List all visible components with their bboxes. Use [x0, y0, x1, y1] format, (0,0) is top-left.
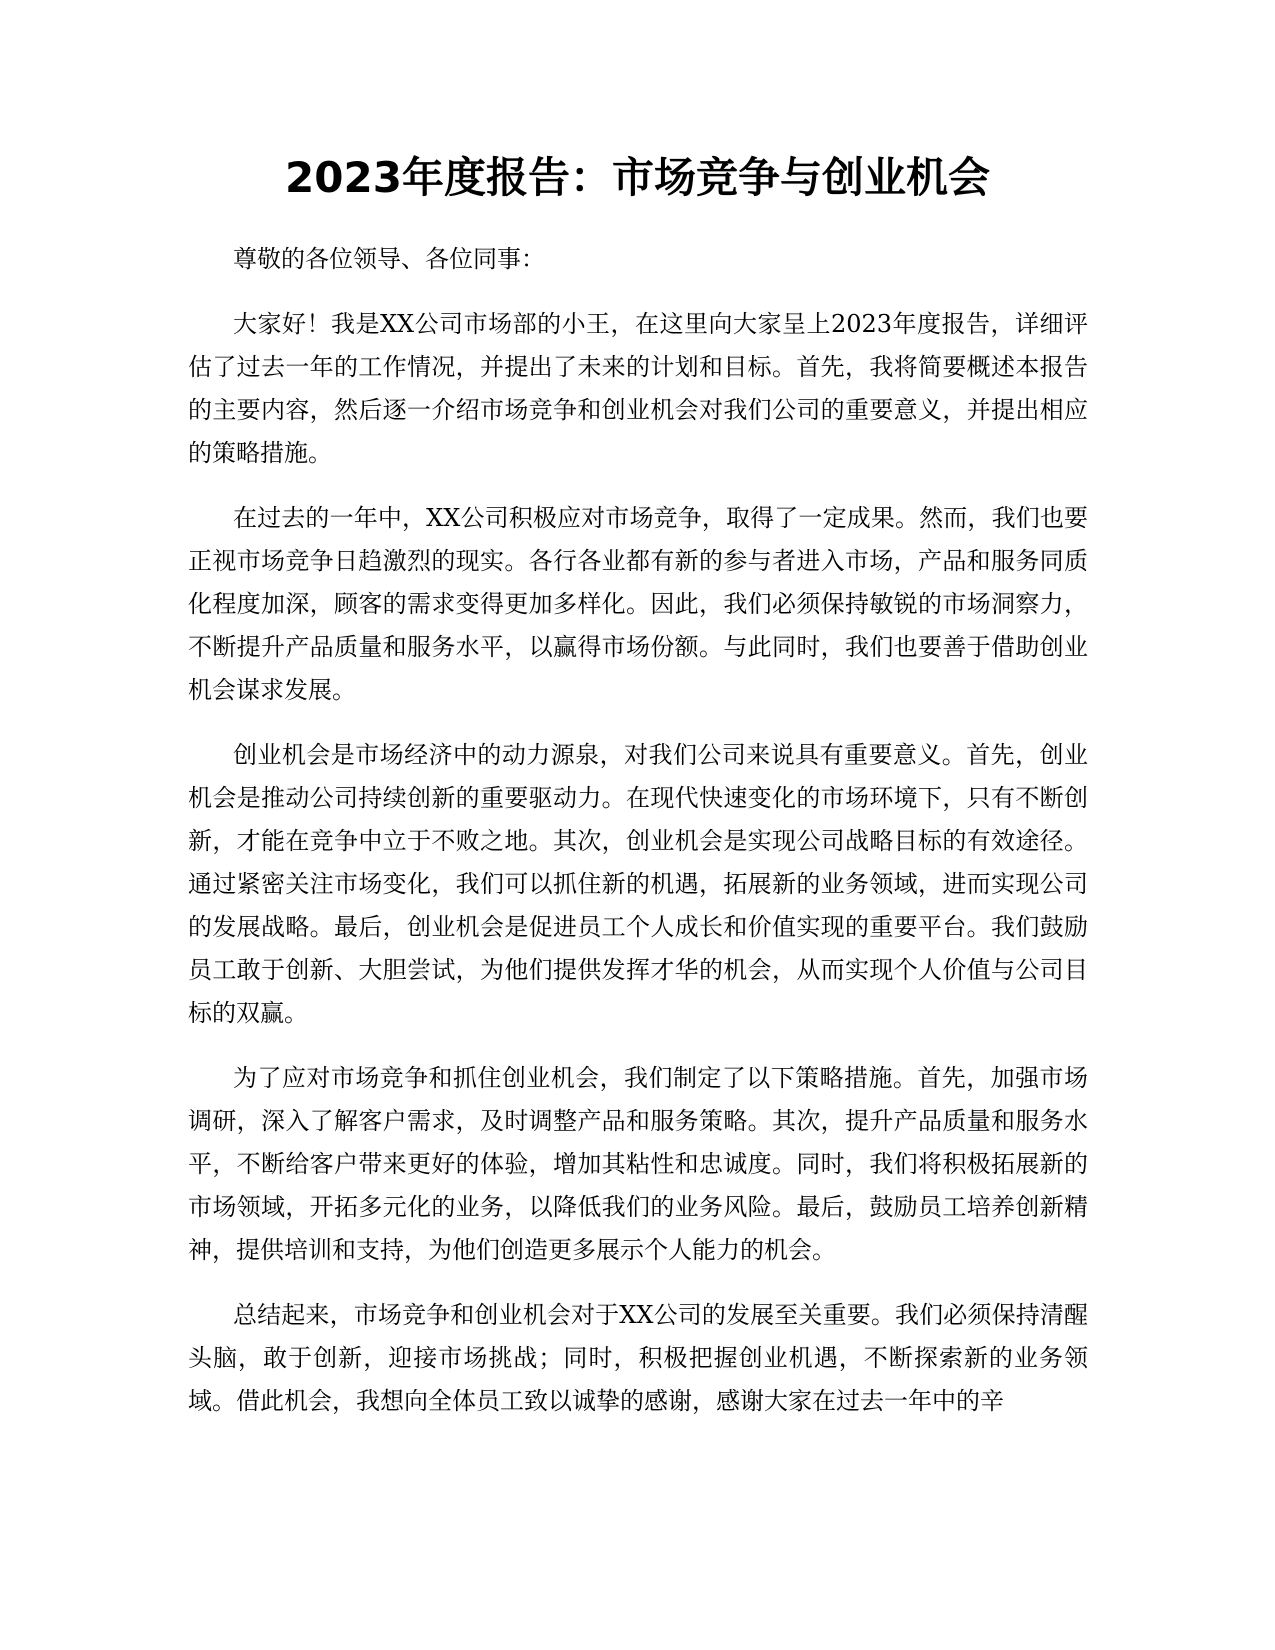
paragraph-startup-opportunity: 创业机会是市场经济中的动力源泉，对我们公司来说具有重要意义。首先，创业机会是推动公司持续创新的重要驱动力。在现代快速变化的市场环境下，只有不断创新，才能在竞争中立于不败之地。其次，创业机会是实现公司战略目标的有效途径。通过紧密关注市场变化，我们可以抓住新的机遇，拓展新的业务领域，进而实现公司的发展战略。最后，创业机会是促进员工个人成长和价值实现的重要平台。我们鼓励员工敢于创新、大胆尝试，为他们提供发挥才华的机会，从而实现个人价值与公司目标的双赢。: [188, 741, 1088, 1027]
paragraph-market-competition: 在过去的一年中，XX公司积极应对市场竞争，取得了一定成果。然而，我们也要正视市场竞争日趋激烈的现实。各行各业都有新的参与者进入市场，产品和服务同质化程度加深，顾客的需求变得更加多样化。因此，我们必须保持敏锐的市场洞察力，不断提升产品质量和服务水平，以赢得市场份额。与此同时，我们也要善于借助创业机会谋求发展。: [188, 504, 1088, 704]
document-body: [188, 238, 1088, 1445]
paragraph-intro: 大家好！我是XX公司市场部的小王，在这里向大家呈上2023年度报告，详细评估了过去一年的工作情况，并提出了未来的计划和目标。首先，我将简要概述本报告的主要内容，然后逐一介绍市场竞争和创业机会对我们公司的重要意义，并提出相应的策略措施。: [188, 310, 1088, 467]
document-title: 2023年度报告：市场竞争与创业机会: [285, 153, 990, 202]
paragraph-salutation: 尊敬的各位领导、各位同事：: [233, 245, 545, 273]
paragraph-strategy: 为了应对市场竞争和抓住创业机会，我们制定了以下策略措施。首先，加强市场调研，深入了解客户需求，及时调整产品和服务策略。其次，提升产品质量和服务水平，不断给客户带来更好的体验，增加其粘性和忠诚度。同时，我们将积极拓展新的市场领域，开拓多元化的业务，以降低我们的业务风险。最后，鼓励员工培养创新精神，提供培训和支持，为他们创造更多展示个人能力的机会。: [188, 1064, 1088, 1264]
paragraph-summary: 总结起来，市场竞争和创业机会对于XX公司的发展至关重要。我们必须保持清醒头脑，敢于创新，迎接市场挑战；同时，积极把握创业机遇，不断探索新的业务领域。借此机会，我想向全体员工致以诚挚的感谢，感谢大家在过去一年中的辛: [188, 1301, 1088, 1415]
